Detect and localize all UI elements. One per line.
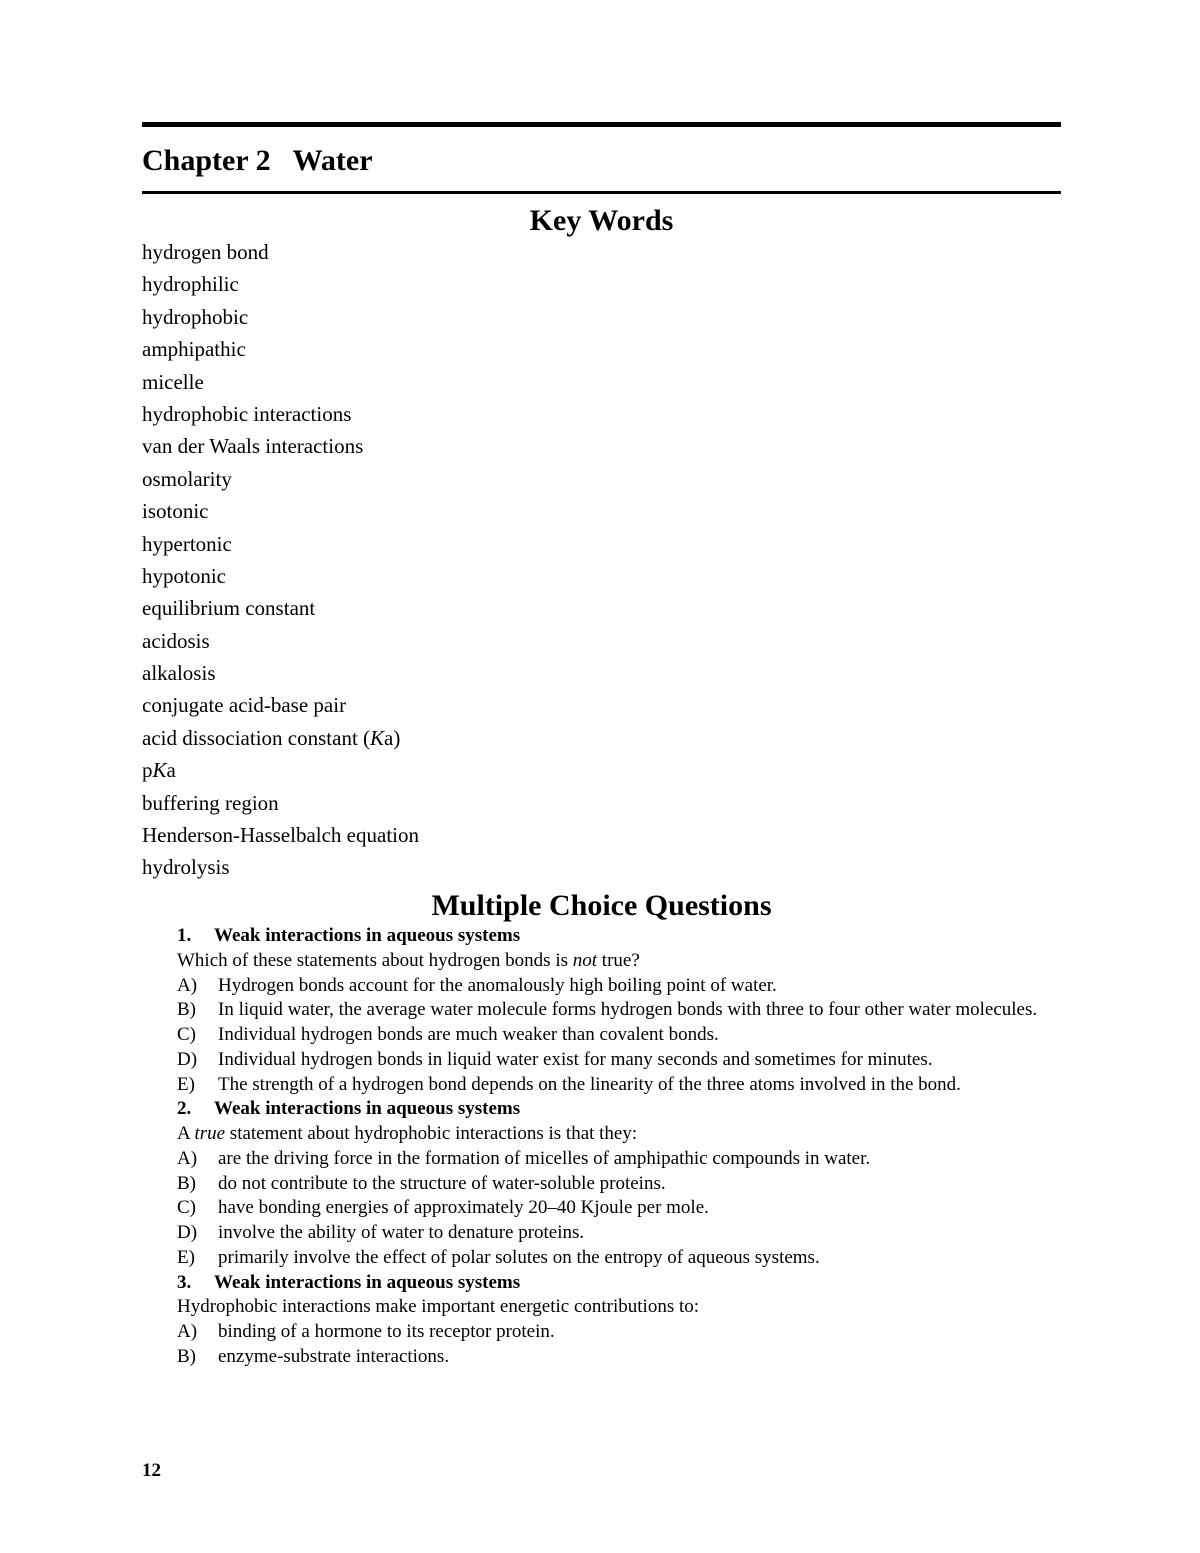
list-item-italic: K <box>152 758 167 783</box>
question-topic: Weak interactions in aqueous systems <box>214 1098 521 1120</box>
list-item: acidosis <box>142 628 210 653</box>
answer-option <box>177 1048 1067 1073</box>
header-rule <box>142 191 1061 194</box>
mcq-heading: Multiple Choice Questions <box>431 889 772 922</box>
answer-option <box>177 1246 1067 1271</box>
answer-option <box>177 1320 1067 1345</box>
option-text: do not contribute to the structure of water-soluble proteins. <box>218 1172 666 1194</box>
option-letter: D) <box>177 1222 198 1243</box>
list-item: hypotonic <box>142 563 226 588</box>
list-item: hydrolysis <box>142 855 230 880</box>
answer-option <box>177 1196 1067 1221</box>
option-text: enzyme-substrate interactions. <box>218 1345 450 1367</box>
option-letter: E) <box>177 1246 195 1268</box>
stem-text: true? <box>597 949 640 971</box>
option-letter: C) <box>177 1024 196 1045</box>
answer-option <box>177 974 1067 999</box>
option-text: involve the ability of water to denature proteins. <box>218 1222 585 1243</box>
question-header <box>177 1097 1067 1122</box>
page-number: 12 <box>142 1460 161 1481</box>
answer-option <box>177 1073 1067 1098</box>
answer-option <box>177 1172 1067 1197</box>
question-list <box>177 924 1067 1370</box>
stem-emphasis: true <box>194 1123 226 1144</box>
answer-option <box>177 1023 1067 1048</box>
question-stem <box>177 1122 1067 1147</box>
option-text: are the driving force in the formation of micelles of amphipathic compounds in water. <box>218 1147 871 1169</box>
option-letter: B) <box>177 1172 196 1194</box>
list-item: hydrophobic interactions <box>142 401 352 426</box>
question-topic: Weak interactions in aqueous systems <box>214 1271 521 1293</box>
question-header <box>177 924 1067 949</box>
key-words-heading: Key Words <box>529 204 674 237</box>
option-text: binding of a hormone to its receptor protein. <box>218 1321 555 1342</box>
stem-text: A <box>177 1123 195 1144</box>
list-item: micelle <box>142 369 204 394</box>
list-item: Henderson-Hasselbalch equation <box>142 823 419 848</box>
question-stem <box>177 949 1067 974</box>
key-words-list <box>142 236 419 884</box>
question-number: 2. <box>177 1098 192 1120</box>
question-header <box>177 1271 1067 1296</box>
option-text: Hydrogen bonds account for the anomalously high boiling point of water. <box>218 974 777 996</box>
list-item: hydrophilic <box>142 272 239 297</box>
question-topic: Weak interactions in aqueous systems <box>214 925 521 946</box>
stem-text: statement about hydrophobic interactions is that they: <box>225 1123 638 1144</box>
list-item: van der Waals interactions <box>142 434 364 459</box>
question-number: 1. <box>177 925 192 946</box>
stem-emphasis: not <box>572 949 598 971</box>
list-item: equilibrium constant <box>142 596 316 621</box>
chapter-title: Chapter 2 Water <box>142 144 373 177</box>
stem-text: Which of these statements about hydrogen bonds is <box>177 949 573 971</box>
answer-option <box>177 1221 1067 1246</box>
option-letter: B) <box>177 1345 196 1367</box>
option-letter: B) <box>177 999 196 1021</box>
list-item-text: acid dissociation constant ( <box>142 725 371 750</box>
option-letter: A) <box>177 1147 198 1169</box>
list-item: isotonic <box>142 499 209 524</box>
list-item: osmolarity <box>142 466 232 491</box>
option-text: In liquid water, the average water molecule forms hydrogen bonds with three to four other water molecules. <box>218 999 1038 1021</box>
question-number: 3. <box>177 1271 192 1293</box>
option-letter: D) <box>177 1048 198 1070</box>
option-text: have bonding energies of approximately 20–40 Kjoule per mole. <box>218 1197 709 1219</box>
list-item: conjugate acid-base pair <box>142 693 347 718</box>
option-letter: C) <box>177 1197 196 1219</box>
list-item: hydrophobic <box>142 304 249 329</box>
list-item-text: p <box>142 758 153 783</box>
list-item <box>142 722 419 754</box>
list-item: hypertonic <box>142 531 232 556</box>
list-item <box>142 754 419 786</box>
list-item-text: a <box>166 758 176 783</box>
option-letter: A) <box>177 1321 198 1342</box>
list-item: buffering region <box>142 790 279 815</box>
option-text: Individual hydrogen bonds are much weaker than covalent bonds. <box>218 1024 719 1045</box>
answer-option <box>177 1345 1067 1370</box>
list-item: hydrogen bond <box>142 240 269 264</box>
list-item: amphipathic <box>142 337 246 362</box>
list-item-text: a) <box>384 725 401 750</box>
question-stem: Hydrophobic interactions make important energetic contributions to: <box>177 1296 700 1318</box>
option-text: The strength of a hydrogen bond depends on the linearity of the three atoms involved in the bond. <box>218 1073 961 1095</box>
top-rule <box>142 122 1061 127</box>
answer-option <box>177 998 1067 1023</box>
answer-option <box>177 1147 1067 1172</box>
option-letter: E) <box>177 1073 195 1095</box>
option-letter: A) <box>177 974 198 996</box>
option-text: primarily involve the effect of polar solutes on the entropy of aqueous systems. <box>218 1246 820 1268</box>
list-item: alkalosis <box>142 661 216 686</box>
option-text: Individual hydrogen bonds in liquid water exist for many seconds and sometimes for minutes. <box>218 1048 933 1070</box>
list-item-italic: K <box>370 725 385 750</box>
